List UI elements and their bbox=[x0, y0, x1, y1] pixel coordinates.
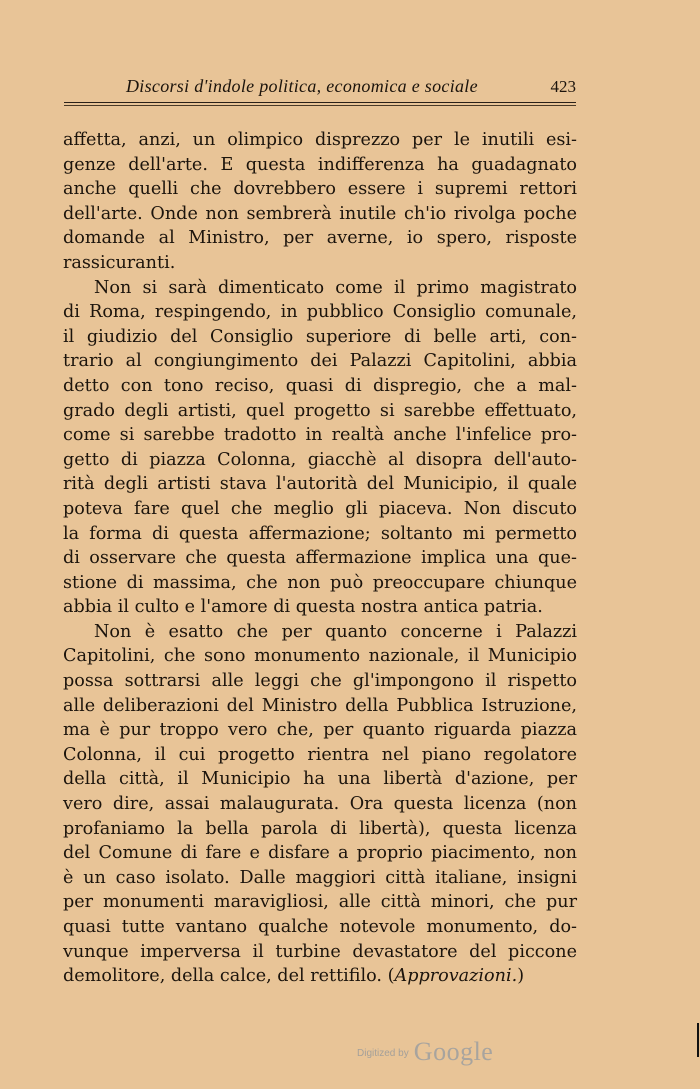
applause-note: Approvazioni. bbox=[394, 966, 518, 987]
text-line: vunque imperversa il turbine devastatore del piccone bbox=[63, 941, 577, 962]
page-number: 423 bbox=[550, 77, 576, 96]
text-line: il giudizio del Consiglio superiore di belle arti, con- bbox=[63, 326, 577, 347]
text-line: stione di massima, che non può preoccupare chiunque bbox=[63, 572, 577, 593]
text-line: per monumenti maravigliosi, alle città minori, che pur bbox=[63, 892, 577, 913]
text-line: è un caso isolato. Dalle maggiori città italiane, insigni bbox=[63, 867, 577, 888]
text-line: di Roma, respingendo, in pubblico Consiglio comunale, bbox=[63, 302, 577, 323]
header-rule bbox=[64, 102, 576, 103]
text-line: alle deliberazioni del Ministro della Pubblica Istruzione, bbox=[63, 695, 577, 716]
text-line: genze dell'arte. E questa indifferenza ha guadagnato bbox=[63, 154, 577, 175]
text-line: Non si sarà dimenticato come il primo magistrato bbox=[94, 277, 577, 298]
text-line: grado degli artisti, quel progetto si sarebbe effettuato, bbox=[63, 400, 577, 421]
text-line: rità degli artisti stava l'autorità del Municipio, il quale bbox=[63, 474, 577, 495]
text-line: ma è pur troppo vero che, per quanto riguarda piazza bbox=[63, 720, 577, 741]
text-line: del Comune di fare e disfare a proprio piacimento, non bbox=[63, 843, 577, 864]
digitized-by-label: Digitized by bbox=[357, 1048, 409, 1059]
scan-edge-mark bbox=[697, 1023, 699, 1057]
text-line: poteva fare quel che meglio gli piaceva. Non discuto bbox=[63, 498, 577, 519]
text-line: trario al congiungimento dei Palazzi Capitolini, abbia bbox=[63, 351, 577, 372]
text-line: Non è esatto che per quanto concerne i Palazzi bbox=[94, 621, 577, 642]
running-head bbox=[64, 76, 576, 100]
paren-open: ( bbox=[382, 966, 395, 987]
text-line: anche quelli che dovrebbero essere i supremi rettori bbox=[63, 179, 577, 200]
body-text bbox=[63, 128, 577, 989]
text-line: come si sarebbe tradotto in realtà anche l'infelice pro- bbox=[63, 425, 577, 446]
header-rule-secondary bbox=[64, 105, 576, 106]
digitization-watermark bbox=[357, 1037, 493, 1067]
text-line: la forma di questa affermazione; soltanto mi permetto bbox=[63, 523, 577, 544]
text-line: di osservare che questa affermazione implica una que- bbox=[63, 548, 577, 569]
text-line: quasi tutte vantano qualche notevole monumento, do- bbox=[63, 917, 577, 937]
text-line: domande al Ministro, per averne, io spero, risposte bbox=[63, 228, 577, 249]
text-line: profaniamo la bella parola di libertà), questa licenza bbox=[63, 818, 577, 839]
paren-close: ) bbox=[517, 966, 525, 987]
text-line: dell'arte. Onde non sembrerà inutile ch'io rivolga poche bbox=[63, 203, 577, 224]
text-line: Capitolini, che sono monumento nazionale, il Municipio bbox=[63, 646, 577, 667]
text-line: affetta, anzi, un olimpico disprezzo per le inutili esi- bbox=[63, 130, 577, 150]
text-line: Colonna, il cui progetto rientra nel piano regolatore bbox=[63, 744, 577, 765]
final-line bbox=[63, 964, 577, 989]
text-line: rassicuranti. bbox=[63, 252, 176, 273]
text-line: vero dire, assai malaugurata. Ora questa licenza (non bbox=[63, 794, 577, 815]
text-line: detto con tono reciso, quasi di dispregio, che a mal- bbox=[63, 375, 577, 396]
text-line: possa sottrarsi alle leggi che gl'impongono il rispetto bbox=[63, 671, 577, 692]
running-title: Discorsi d'indole politica, economica e sociale bbox=[126, 76, 478, 96]
text-line: getto di piazza Colonna, giacchè al disopra dell'auto- bbox=[63, 449, 577, 470]
text-line: abbia il culto e l'amore di questa nostra antica patria. bbox=[63, 597, 543, 618]
text-line: della città, il Municipio ha una libertà d'azione, per bbox=[63, 769, 577, 790]
google-wordmark: Google bbox=[413, 1037, 494, 1066]
text-line: demolitore, della calce, del rettifilo. bbox=[63, 966, 383, 987]
